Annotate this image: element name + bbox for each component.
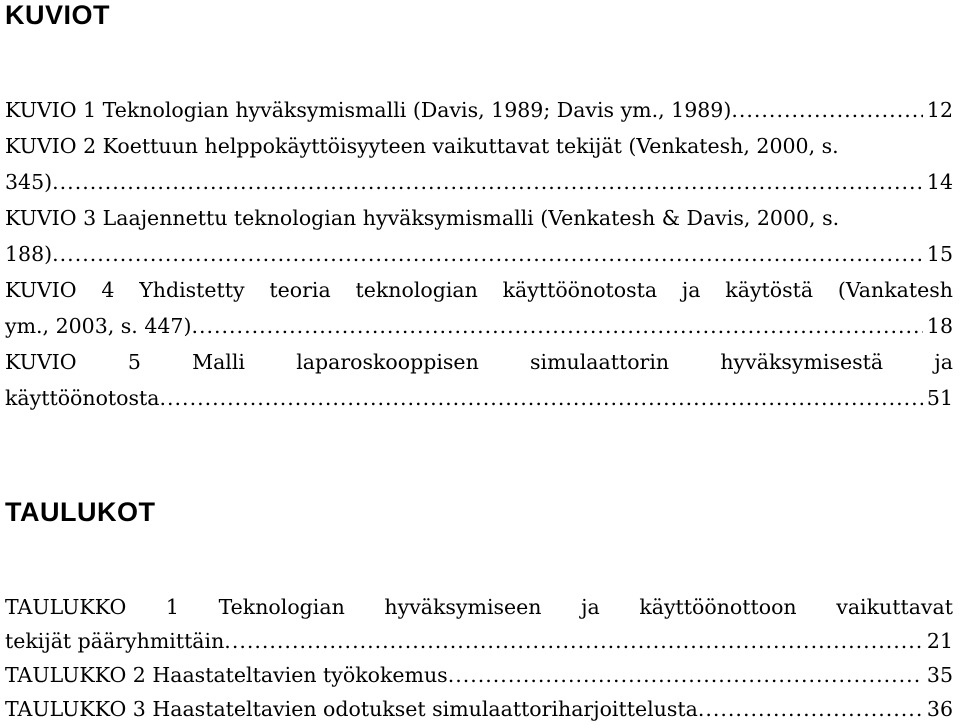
table-entry-3[interactable] xyxy=(5,692,953,726)
entry-title: KUVIO 1 Teknologian hyväksymismalli (Davis, 1989; Davis ym., 1989) xyxy=(5,98,732,122)
figure-entry-2[interactable] xyxy=(5,128,953,200)
title-word: KUVIO xyxy=(5,278,77,302)
entry-title xyxy=(5,272,953,308)
entry-title: KUVIO 2 Koettuun helppokäyttöisyyteen vaikuttavat tekijät (Venkatesh, 2000, s. xyxy=(5,134,839,158)
table-entry-1[interactable] xyxy=(5,590,953,658)
title-word: ja xyxy=(581,595,600,619)
title-word: 4 xyxy=(101,278,115,302)
title-word: KUVIO xyxy=(5,350,77,374)
dot-leader xyxy=(52,236,923,272)
toc-line xyxy=(5,236,953,272)
toc-line xyxy=(5,658,953,692)
title-word: Yhdistetty xyxy=(139,278,245,302)
title-word: hyväksymiseen xyxy=(384,595,542,619)
page-number: 36 xyxy=(926,697,953,721)
title-word: simulaattorin xyxy=(530,350,670,374)
dot-leader xyxy=(448,658,923,692)
entry-title-cont: käyttöönotosta xyxy=(5,386,160,410)
title-word: hyväksymisestä xyxy=(720,350,884,374)
entry-title: TAULUKKO 2 Haastateltavien työkokemus xyxy=(5,663,448,687)
entry-title-cont: 188) xyxy=(5,242,53,266)
figure-entry-1[interactable] xyxy=(5,92,953,128)
title-word: käyttöönottoon xyxy=(639,595,797,619)
title-word: teoria xyxy=(269,278,331,302)
title-word: vaikuttavat xyxy=(836,595,953,619)
page-number: 18 xyxy=(926,314,953,338)
dot-leader xyxy=(160,380,923,416)
tables-heading: TAULUKOT xyxy=(5,497,156,527)
title-word: käytöstä xyxy=(725,278,814,302)
page-number: 14 xyxy=(926,170,953,194)
title-word: Teknologian xyxy=(218,595,345,619)
entry-title: KUVIO 3 Laajennettu teknologian hyväksymismalli (Venkatesh & Davis, 2000, s. xyxy=(5,206,840,230)
title-word: 1 xyxy=(165,595,179,619)
page-number: 51 xyxy=(926,386,953,410)
figure-entry-3[interactable] xyxy=(5,200,953,272)
title-word: Malli xyxy=(192,350,245,374)
tables-list xyxy=(5,590,953,726)
page-number: 15 xyxy=(926,242,953,266)
toc-line xyxy=(5,92,953,128)
page-number: 35 xyxy=(926,663,953,687)
figure-entry-4[interactable] xyxy=(5,272,953,344)
toc-line xyxy=(5,692,953,726)
title-word: ja xyxy=(681,278,701,302)
title-word: käyttöönotosta xyxy=(502,278,658,302)
page-number: 21 xyxy=(926,629,953,653)
dot-leader xyxy=(224,624,923,658)
figures-heading: KUVIOT xyxy=(5,0,111,30)
title-word: teknologian xyxy=(355,278,478,302)
figure-entry-5[interactable] xyxy=(5,344,953,416)
toc-line xyxy=(5,308,953,344)
table-entry-2[interactable] xyxy=(5,658,953,692)
toc-line xyxy=(5,624,953,658)
dot-leader xyxy=(52,164,923,200)
dot-leader xyxy=(191,308,922,344)
entry-title-cont: tekijät pääryhmittäin xyxy=(5,629,225,653)
entry-title: TAULUKKO 3 Haastateltavien odotukset simulaattoriharjoittelusta xyxy=(5,697,698,721)
dot-leader xyxy=(731,92,923,128)
dot-leader xyxy=(698,692,923,726)
entry-title-cont: 345) xyxy=(5,170,53,194)
entry-title xyxy=(5,590,953,624)
title-word: laparoskooppisen xyxy=(296,350,479,374)
page-number: 12 xyxy=(926,98,953,122)
title-word: 5 xyxy=(127,350,141,374)
entry-title xyxy=(5,344,953,380)
toc-line xyxy=(5,380,953,416)
title-word: TAULUKKO xyxy=(5,595,127,619)
toc-line xyxy=(5,164,953,200)
entry-title-cont: ym., 2003, s. 447) xyxy=(5,314,192,338)
title-word: (Vankatesh xyxy=(837,278,953,302)
title-word: ja xyxy=(934,350,953,374)
figures-list xyxy=(5,92,953,416)
